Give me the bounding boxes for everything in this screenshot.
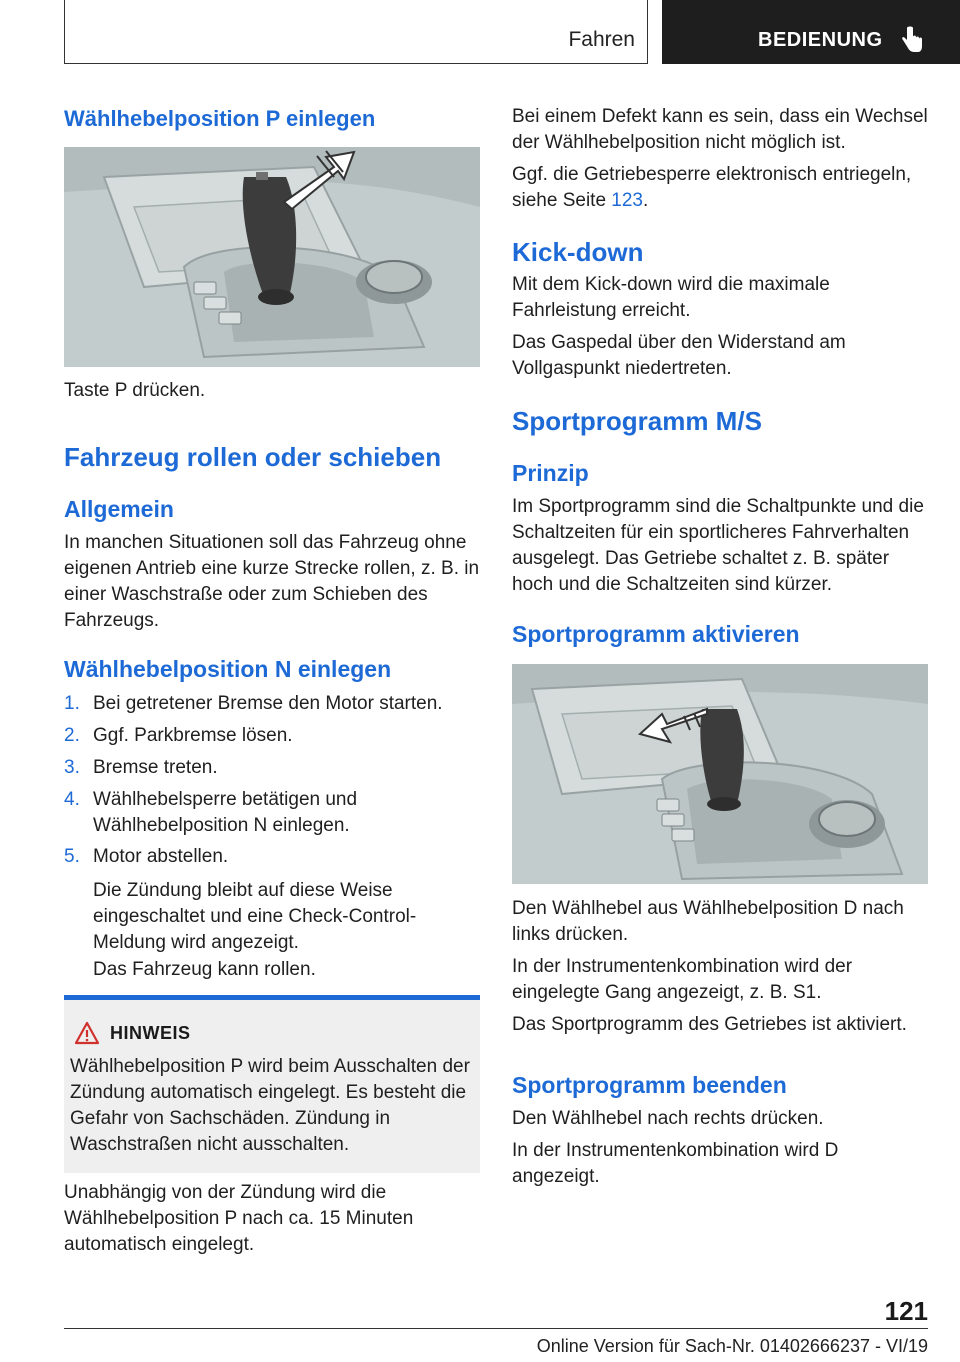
header-tab-label: BEDIENUNG (758, 29, 883, 51)
heading-sport-aktivieren: Sportprogramm aktivieren (512, 621, 800, 647)
header-section-title: Fahren (568, 28, 635, 51)
list-text: Bei getretener Bremse den Motor starten. (93, 693, 443, 714)
step5-note-zuendung: Die Zündung bleibt auf diese Weise eingeschaltet und eine Check-Control-Meldung wird angezeigt. (93, 880, 417, 953)
allgemein-text: In manchen Situationen soll das Fahrzeug ohne eigenen Antrieb eine kurze Strecke rollen, z. B. in einer Waschstraße oder zum Schieben des Fahrzeugs. (64, 532, 480, 631)
header-section-box (64, 0, 648, 64)
hinweis-box (64, 995, 480, 1173)
list-text: Wählhebelsperre betätigen und Wählhebelposition N einlegen. (93, 789, 358, 836)
footer-online-version: Online Version für Sach-Nr. 01402666237 - VI/19 (536, 1336, 928, 1356)
photo-gear-selector-p (64, 147, 480, 367)
prinzip-text: Im Sportprogramm sind die Schaltpunkte und die Schaltzeiten für ein sportlicheres Fahrverhalten ausgelegt. Das Getriebe schaltet z. B. später hoch und die Schaltzeiten sind kürzer. (512, 496, 924, 595)
kickdown-text-2: Das Gaspedal über den Widerstand am Vollgaspunkt niedertreten. (512, 332, 846, 379)
footer-divider (64, 1328, 928, 1329)
kickdown-text-1: Mit dem Kick-down wird die maximale Fahrleistung erreicht. (512, 274, 830, 321)
list-text: Bremse treten. (93, 757, 218, 778)
entriegeln-text (512, 162, 928, 214)
list-text: Motor abstellen. (93, 846, 229, 867)
page-link-123[interactable]: 123 (611, 190, 643, 211)
hand-pointer-icon (898, 26, 924, 54)
beenden-text-2: In der Instrumentenkombination wird D angezeigt. (512, 1140, 839, 1187)
hinweis-body: Wählhebelposition P wird beim Ausschalten der Zündung automatisch eingelegt. Es besteht die Gefahr von Sachschäden. Zündung in Waschstraßen nicht ausschalten. (70, 1056, 470, 1155)
heading-sport-beenden: Sportprogramm beenden (512, 1072, 787, 1098)
aktivieren-text-3: Das Sportprogramm des Getriebes ist aktiviert. (512, 1014, 907, 1035)
entriegeln-text-end: . (643, 190, 649, 211)
aktivieren-text-2: In der Instrumentenkombination wird der eingelegte Gang angezeigt, z. B. S1. (512, 956, 853, 1003)
beenden-text-1: Den Wählhebel nach rechts drücken. (512, 1108, 824, 1129)
heading-p-einlegen: Wählhebelposition P einlegen (64, 106, 376, 131)
list-number: 1. (64, 693, 80, 714)
heading-n-einlegen: Wählhebelposition N einlegen (64, 656, 392, 682)
entriegeln-text-main: Ggf. die Getriebesperre elektronisch entriegeln, siehe Seite (512, 164, 912, 211)
list-number: 5. (64, 846, 80, 867)
heading-allgemein: Allgemein (64, 496, 174, 522)
heading-rollen-schieben: Fahrzeug rollen oder schieben (64, 442, 442, 472)
after-note-text: Unabhängig von der Zündung wird die Wählhebelposition P nach ca. 15 Minuten automatisch eingelegt. (64, 1182, 414, 1255)
list-text: Ggf. Parkbremse lösen. (93, 725, 293, 746)
page-number: 121 (884, 1296, 928, 1326)
heading-kickdown: Kick-down (512, 237, 644, 267)
list-number: 4. (64, 789, 80, 810)
photo-gear-selector-left (512, 664, 928, 884)
warning-triangle-icon (74, 1021, 100, 1045)
list-number: 2. (64, 725, 80, 746)
step5-note-rollen: Das Fahrzeug kann rollen. (93, 959, 316, 980)
list-number: 3. (64, 757, 80, 778)
heading-prinzip: Prinzip (512, 460, 589, 486)
heading-sportprogramm: Sportprogramm M/S (512, 406, 762, 436)
header-tab-bedienung (662, 0, 960, 64)
defekt-text: Bei einem Defekt kann es sein, dass ein Wechsel der Wählhebelposition nicht möglich ist. (512, 106, 928, 153)
caption-taste-p: Taste P drücken. (64, 380, 206, 401)
aktivieren-text-1: Den Wählhebel aus Wählhebelposition D nach links drücken. (512, 898, 904, 945)
hinweis-title: HINWEIS (110, 1023, 191, 1043)
